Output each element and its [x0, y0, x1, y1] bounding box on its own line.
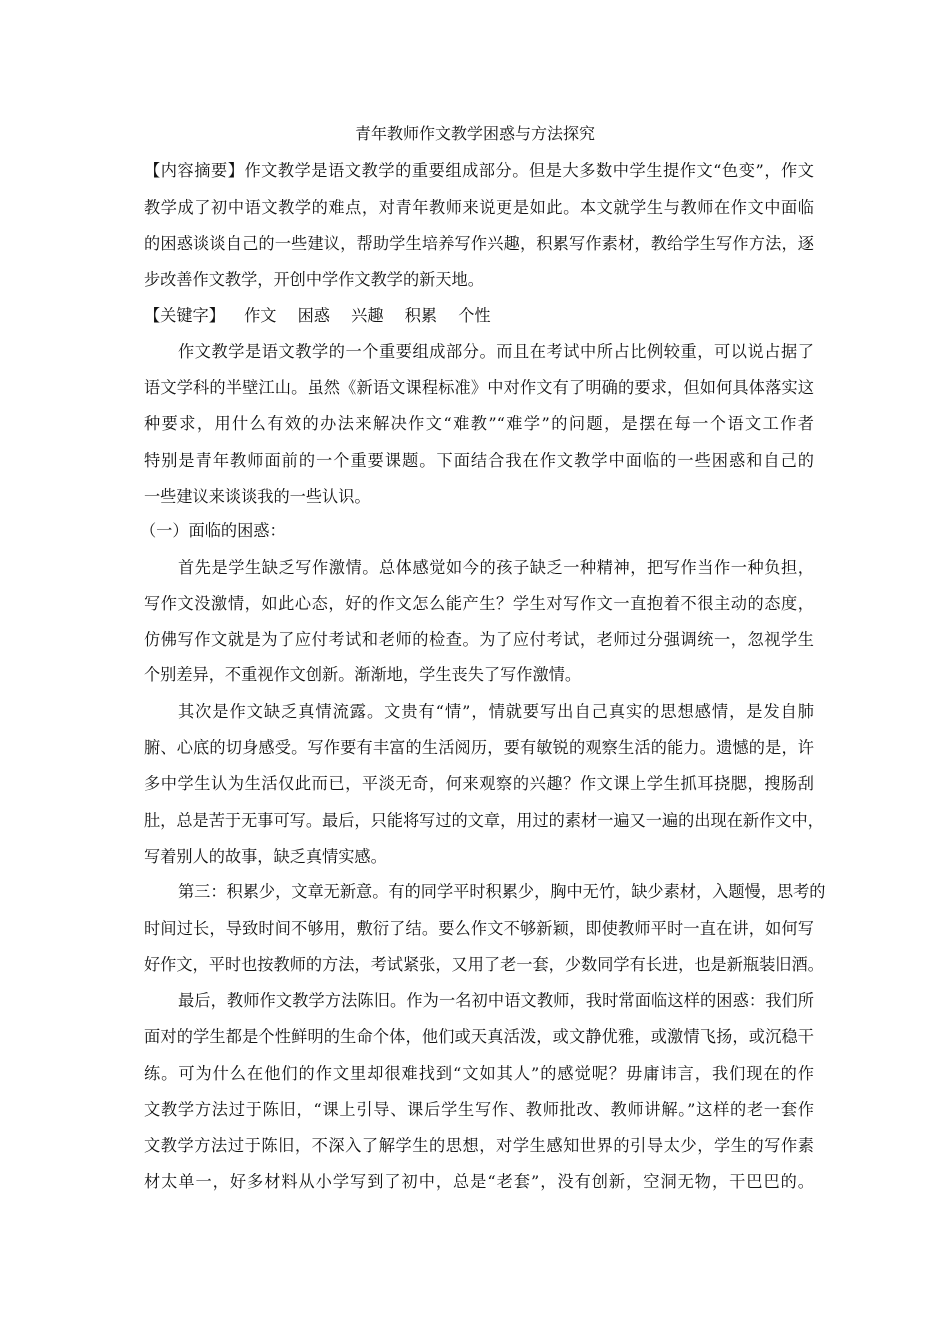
abstract-line: 【内容摘要】作文教学是语文教学的重要组成部分。但是大多数中学生提作文“色变”，作文 — [144, 161, 814, 180]
document-title: 青年教师作文教学困惑与方法探究 — [354, 124, 595, 143]
paragraph-line: 时间过长，导致时间不够用，敷衍了结。要么作文不够新颖，即使教师平时一直在讲，如何写 — [144, 919, 814, 938]
paragraph-line: 多中学生认为生活仅此而已，平淡无奇，何来观察的兴趣？作文课上学生抓耳挠腮，搜肠刮 — [144, 774, 814, 793]
intro-line: 作文教学是语文教学的一个重要组成部分。而且在考试中所占比例较重，可以说占据了 — [178, 342, 814, 361]
intro-line: 特别是青年教师面前的一个重要课题。下面结合我在作文教学中面临的一些困惑和自己的 — [144, 451, 814, 470]
keyword-item: 个性 — [458, 306, 491, 325]
paragraph-line: 写作文没激情，如此心态，好的作文怎么能产生？学生对写作文一直抱着不很主动的态度， — [144, 594, 814, 613]
intro-line: 一些建议来谈谈我的一些认识。 — [144, 487, 371, 506]
paragraph-line: 其次是作文缺乏真情流露。文贵有“情”，情就要写出自己真实的思想感情，是发自肺 — [178, 702, 814, 721]
keywords-row — [144, 305, 507, 327]
intro-line: 种要求，用什么有效的办法来解决作文“难教”“难学”的问题，是摆在每一个语文工作者 — [144, 414, 814, 433]
paragraph-line: 文教学方法过于陈旧，不深入了解学生的思想，对学生感知世界的引导太少，学生的写作素 — [144, 1136, 814, 1155]
paragraph-line: 仿佛写作文就是为了应付考试和老师的检查。为了应付考试，老师过分强调统一，忽视学生 — [144, 630, 814, 649]
paragraph-line: 个别差异，不重视作文创新。渐渐地，学生丧失了写作激情。 — [144, 665, 582, 684]
paragraph-line: 面对的学生都是个性鲜明的生命个体，他们或天真活泼，或文静优雅，或激情飞扬，或沉稳干 — [144, 1027, 814, 1046]
paragraph-line: 肚，总是苦于无事可写。最后，只能将写过的文章，用过的素材一遍又一遍的出现在新作文中， — [144, 811, 824, 830]
intro-line: 语文学科的半壁江山。虽然《新语文课程标准》中对作文有了明确的要求，但如何具体落实这 — [144, 378, 814, 397]
keyword-item: 积累 — [404, 306, 438, 325]
paragraph-line: 第三：积累少，文章无新意。有的同学平时积累少，胸中无竹，缺少素材，入题慢，思考的 — [178, 882, 826, 901]
paragraph-line: 写着别人的故事，缺乏真情实感。 — [144, 847, 387, 866]
keyword-item: 困惑 — [297, 306, 330, 325]
keyword-item: 作文 — [244, 306, 277, 325]
abstract-line: 教学成了初中语文教学的难点，对青年教师来说更是如此。本文就学生与教师在作文中面临 — [144, 198, 814, 217]
abstract-line: 步改善作文教学，开创中学作文教学的新天地。 — [144, 270, 484, 289]
section-heading: （一）面临的困惑： — [140, 521, 286, 540]
abstract-line: 的困惑谈谈自己的一些建议，帮助学生培养写作兴趣，积累写作素材，教给学生写作方法，逐 — [144, 234, 814, 253]
paragraph-line: 最后，教师作文教学方法陈旧。作为一名初中语文教师，我时常面临这样的困惑：我们所 — [178, 991, 814, 1010]
paragraph-line: 好作文，平时也按教师的方法，考试紧张，又用了老一套，少数同学有长进，也是新瓶装旧酒。 — [144, 955, 824, 974]
paragraph-line: 腑、心底的切身感受。写作要有丰富的生活阅历，要有敏锐的观察生活的能力。遗憾的是，许 — [144, 738, 814, 757]
paragraph-line: 材太单一，好多材料从小学写到了初中，总是“老套”，没有创新，空洞无物，干巴巴的。 — [144, 1172, 814, 1191]
paragraph-line: 练。可为什么在他们的作文里却很难找到“文如其人”的感觉呢？毋庸讳言，我们现在的作 — [144, 1064, 814, 1083]
paragraph-line: 文教学方法过于陈旧，“课上引导、课后学生写作、教师批改、教师讲解。”这样的老一套作 — [144, 1100, 814, 1119]
paragraph-line: 首先是学生缺乏写作激情。总体感觉如今的孩子缺乏一种精神，把写作当作一种负担， — [178, 558, 814, 577]
keywords-label: 【关键字】 — [144, 306, 225, 325]
keyword-item: 兴趣 — [351, 306, 384, 325]
